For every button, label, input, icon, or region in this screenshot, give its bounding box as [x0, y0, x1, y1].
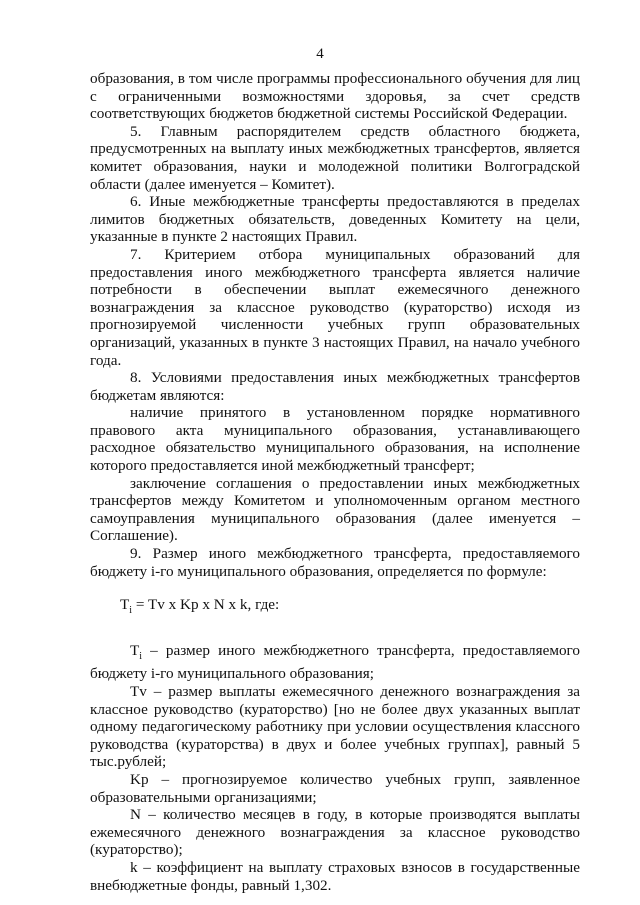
paragraph-9: 9. Размер иного межбюджетного трансферта, предоставляемого бюджету i-го муниципального образования, определяется по формуле:	[90, 545, 580, 580]
definition-symbol: k	[130, 859, 138, 876]
paragraph-8: 8. Условиями предоставления иных межбюджетных трансфертов бюджетам являются:	[90, 369, 580, 404]
definition-ti	[90, 642, 580, 683]
page-number: 4	[316, 46, 324, 62]
paragraph-continuation: образования, в том числе программы профессионального обучения для лиц с ограниченными возможностями здоровья, за счет средств соответствующих бюджетов бюджетной системы Российской Федерации.	[90, 70, 580, 123]
definition-symbol: Tv	[130, 683, 147, 701]
definition-n	[90, 806, 580, 859]
definition-symbol: N	[130, 806, 141, 824]
formula-rhs: = Tv x Kp x N x k, где:	[132, 596, 280, 614]
paragraph-6: 6. Иные межбюджетные трансферты предоставляются в пределах лимитов бюджетных обязательств, доведенных Комитету на цели, указанные в пункте 2 настоящих Правил.	[90, 193, 580, 246]
paragraph-8-condition-1: наличие принятого в установленном порядке нормативного правового акта муниципального образования, устанавливающего расходное обязательство муниципального образования, на исполнение которого предоставляется иной межбюджетный трансферт;	[90, 404, 580, 475]
formula-lhs-subscript: i	[129, 605, 133, 617]
definition-text: – размер иного межбюджетного трансферта, предоставляемого бюджету i-го муниципального образования;	[90, 641, 580, 683]
definition-text: – прогнозируемое количество учебных групп, заявленное образовательными организациями;	[90, 771, 580, 806]
paragraph-8-condition-2: заключение соглашения о предоставлении иных межбюджетных трансфертов между Комитетом и уполномоченным органом местного самоуправления муниципального образования (далее именуется – Соглашение).	[90, 474, 580, 545]
definition-symbol: Kp	[130, 771, 149, 789]
definition-k	[90, 859, 580, 894]
definition-text: – количество месяцев в году, в которые производятся выплаты ежемесячного денежного вознаграждения за классное руководство (кураторство);	[90, 806, 580, 859]
document-body	[90, 70, 580, 894]
paragraph-7: 7. Критерием отбора муниципальных образований для предоставления иного межбюджетного трансферта является наличие потребности в обеспечении выплат ежемесячного денежного вознаграждения за классное руководство (кураторство) исходя из прогнозируемой численности учебных групп образовательных организаций, указанных в пункте 3 настоящих Правил, на начало учебного года.	[90, 245, 580, 369]
definition-kp	[90, 771, 580, 806]
definition-text: – размер выплаты ежемесячного денежного вознаграждения за классное руководство (кураторство) [но не более двух указанных выплат одному педагогическому работнику при условии осуществления классного руководства (кураторства) в двух и более учебных группах], равный 5 тыс.рублей;	[90, 683, 580, 771]
formula-lhs: T	[120, 596, 130, 614]
paragraph-5: 5. Главным распорядителем средств областного бюджета, предусмотренных на выплату иных межбюджетных трансфертов, является комитет образования, науки и молодежной политики Волгоградской области (далее именуется – Комитет).	[90, 122, 580, 193]
definition-subscript: i	[139, 650, 143, 662]
definition-text: – коэффициент на выплату страховых взносов в государственные внебюджетные фонды, равный 1,302.	[90, 859, 580, 894]
definition-tv	[90, 683, 580, 771]
formula	[90, 596, 580, 620]
definition-symbol: T	[130, 641, 140, 659]
